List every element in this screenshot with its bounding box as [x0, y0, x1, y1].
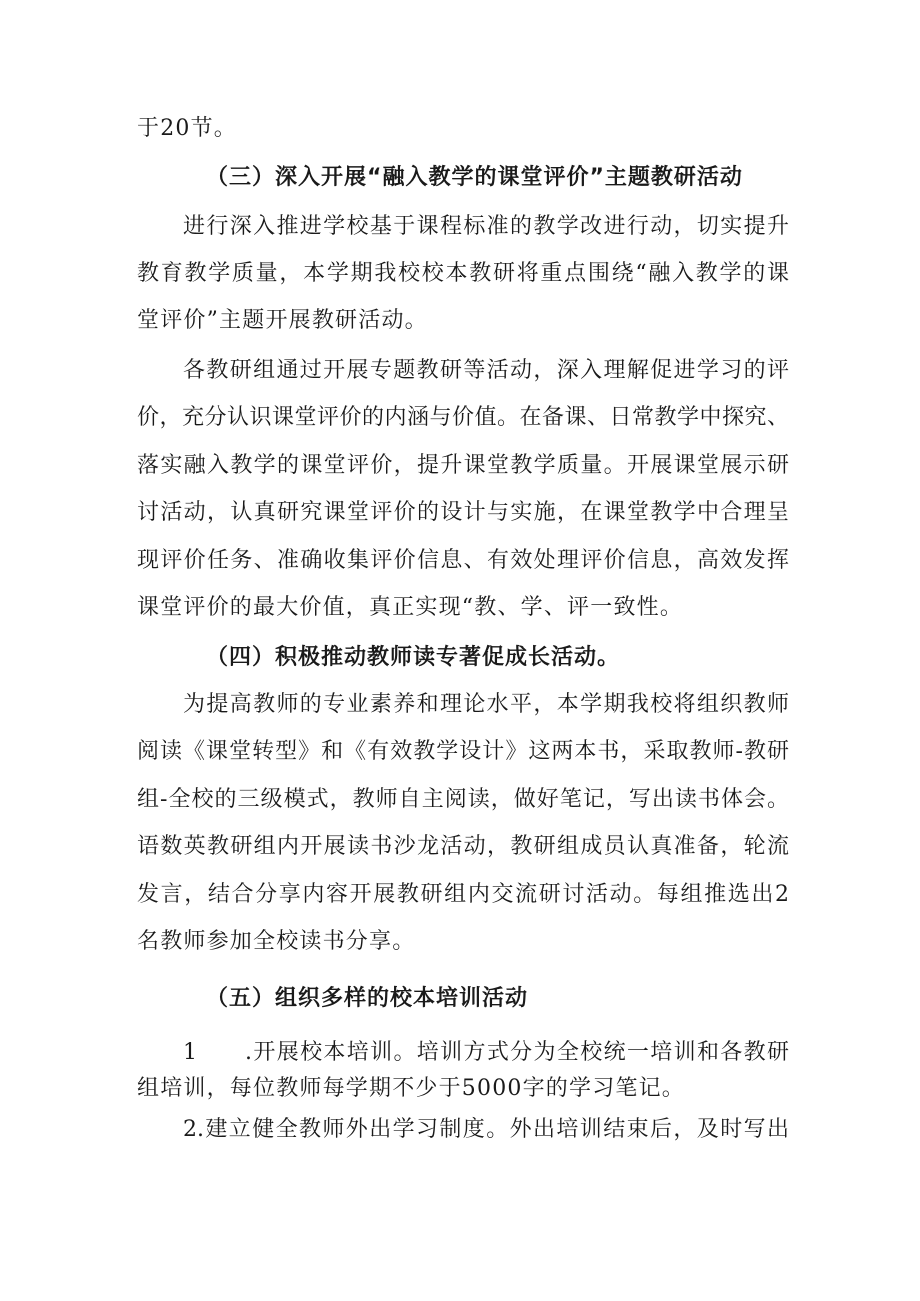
section-heading-5: （五）组织多样的校本培训活动 [206, 986, 529, 1011]
paragraph-line: 阅读《课堂转型》和《有效教学设计》这两本书，采取教师-教研 [137, 739, 789, 764]
paragraph-line: 讨活动，认真研究课堂评价的设计与实施，在课堂教学中合理呈 [137, 500, 789, 525]
paragraph-line: 组培训，每位教师每学期不少于5000字的学习笔记。 [137, 1076, 685, 1101]
paragraph-line: 教育教学质量，本学期我校校本教研将重点围绕“融入教学的课 [137, 261, 789, 286]
paragraph-line: 发言，结合分享内容开展教研组内交流研讨活动。每组推选出2 [137, 882, 789, 907]
paragraph-line: 堂评价”主题开展教研活动。 [137, 308, 428, 333]
paragraph-line: 课堂评价的最大价值，真正实现“教、学、评一致性。 [137, 595, 684, 620]
paragraph-line: 各教研组通过开展专题教研等活动，深入理解促进学习的评 [183, 358, 789, 383]
section-heading-3: （三）深入开展“融入教学的课堂评价”主题教研活动 [206, 165, 743, 190]
text-line: 于20节。 [137, 116, 237, 141]
list-item-1: 1 .开展校本培训。培训方式分为全校统一培训和各教研 [183, 1040, 789, 1065]
paragraph-line: 为提高教师的专业素养和理论水平，本学期我校将组织教师 [183, 692, 789, 717]
list-item-2: 2.建立健全教师外出学习制度。外出培训结束后，及时写出 [183, 1117, 789, 1142]
paragraph-line: 进行深入推进学校基于课程标准的教学改进行动，切实提升 [183, 214, 789, 239]
paragraph-line: 语数英教研组内开展读书沙龙活动，教研组成员认真准备，轮流 [137, 834, 789, 859]
section-heading-4: （四）积极推动教师读专著促成长活动。 [206, 645, 621, 670]
paragraph-line: 现评价任务、准确收集评价信息、有效处理评价信息，高效发挥 [137, 548, 789, 573]
paragraph-line: 落实融入教学的课堂评价，提升课堂教学质量。开展课堂展示研 [137, 453, 789, 478]
paragraph-line: 组-全校的三级模式，教师自主阅读，做好笔记，写出读书体会。 [137, 787, 789, 812]
paragraph-line: 价，充分认识课堂评价的内涵与价值。在备课、日常教学中探究、 [137, 405, 789, 430]
paragraph-line: 名教师参加全校读书分享。 [137, 929, 416, 954]
